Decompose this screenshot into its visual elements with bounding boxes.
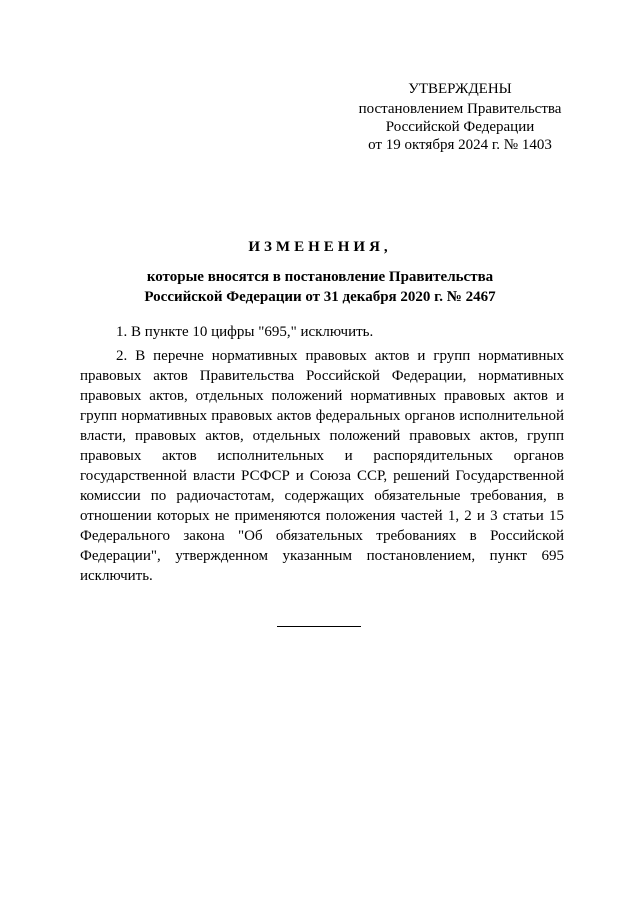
document-heading [0,237,640,307]
heading-subtitle-line-2: Российской Федерации от 31 декабря 2020 г. № 2467 [144,289,496,305]
paragraph-item-2: 2. В перечне нормативных правовых актов и групп нормативных правовых актов Правительства Российской Федерации, нормативных правовых актов, отдельных положений нормативных правовых актов и групп нормативных правовых актов федеральных органов исполнительной власти, правовых актов, отдельных положений правовых актов, групп правовых актов исполнительных и распорядительных органов государственной власти РСФСР и Союза ССР, решений Государственной комиссии по радиочастотам, содержащих обязательные требования, в отношении которых не применяются положения частей 1, 2 и 3 статьи 15 Федерального закона "Об обязательных требованиях в Российской Федерации", утвержденном указанным постановлением, пункт 695 исключить. [80,348,564,584]
paragraph-item-1: 1. В пункте 10 цифры "695," исключить. [116,324,374,340]
approval-block [340,80,580,154]
approval-title: УТВЕРЖДЕНЫ [408,81,512,97]
approval-line-federation: Российской Федерации [385,119,535,135]
approval-line-resolution: постановлением Правительства [358,101,562,117]
approval-line-date: от 19 октября 2024 г. № 1403 [368,137,552,153]
document-body [80,322,564,586]
heading-subtitle-line-1: которые вносятся в постановление Правительства [146,269,494,285]
closing-divider [277,626,361,627]
heading-title: ИЗМЕНЕНИЯ, [248,239,392,255]
